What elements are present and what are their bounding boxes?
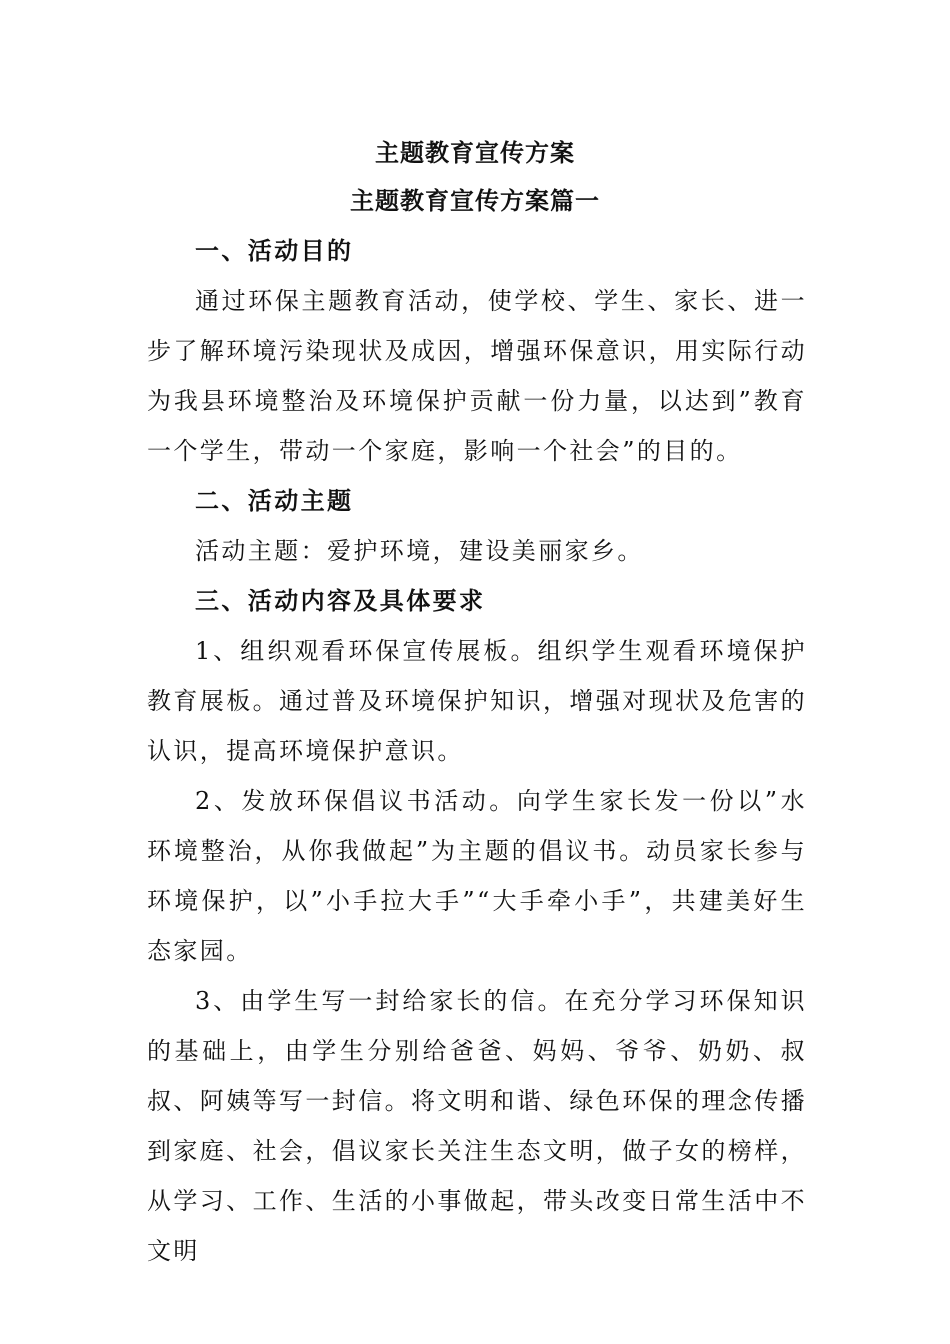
document-subtitle: 主题教育宣传方案篇一: [350, 186, 600, 215]
section-heading-content: 三、活动内容及具体要求: [195, 586, 486, 615]
section-paragraph-purpose: 通过环保主题教育活动，使学校、学生、家长、进一步了解环境污染现状及成因，增强环保意识，用实际行动为我县环境整治及环境保护贡献一份力量，以达到”教育一个学生，带动一个家庭，影响一个社会”的目的。: [147, 287, 807, 465]
section-paragraph-content-3: 3、由学生写一封给家长的信。在充分学习环保知识的基础上，由学生分别给爸爸、妈妈、爷爷、奶奶、叔叔、阿姨等写一封信。将文明和谐、绿色环保的理念传播到家庭、社会，倡议家长关注生态文明，做子女的榜样，从学习、工作、生活的小事做起，带头改变日常生活中不文明: [147, 987, 807, 1265]
document-body: [147, 226, 807, 1276]
section-paragraph-content-2: 2、发放环保倡议书活动。向学生家长发一份以”水环境整治，从你我做起”为主题的倡议书。动员家长参与环境保护，以”小手拉大手”“大手牵小手”，共建美好生态家园。: [147, 787, 807, 965]
section-paragraph-theme: 活动主题：爱护环境，建设美丽家乡。: [195, 537, 644, 565]
section-paragraph-content-1: 1、组织观看环保宣传展板。组织学生观看环境保护教育展板。通过普及环境保护知识，增强对现状及危害的认识，提高环境保护意识。: [147, 637, 807, 765]
section-heading-theme: 二、活动主题: [195, 486, 354, 515]
section-heading-purpose: 一、活动目的: [195, 236, 354, 265]
document-title: 主题教育宣传方案: [375, 138, 575, 167]
